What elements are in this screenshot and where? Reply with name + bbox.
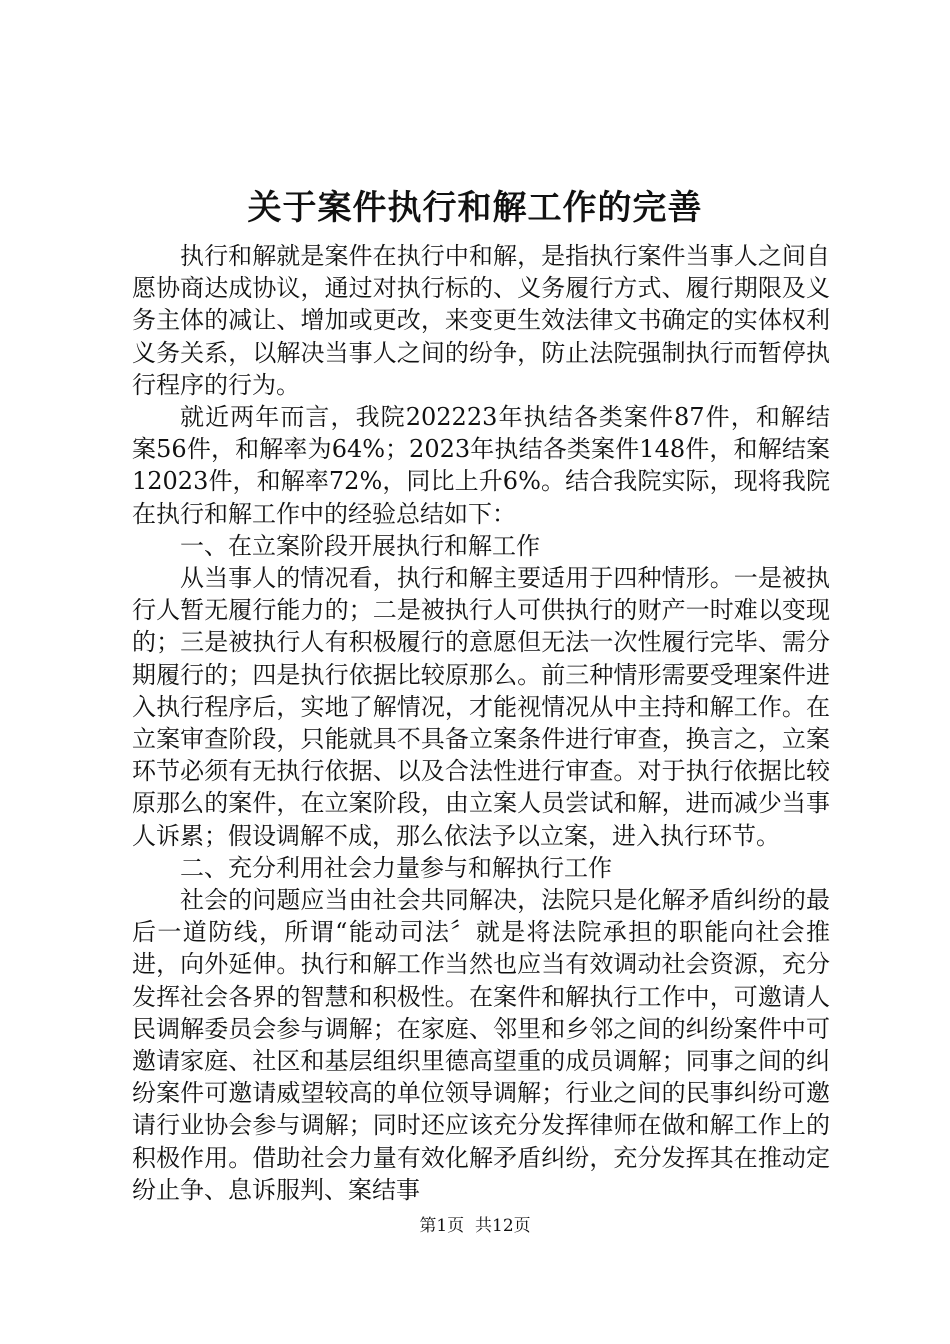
paragraph-social-forces: 社会的问题应当由社会共同解决，法院只是化解矛盾纠纷的最后一道防线，所谓“能动司法〞就是将法院承担的职能向社会推进，向外延伸。执行和解工作当然也应当有效调动社会资源，充分发挥社会各界的智慧和积极性。在案件和解执行工作中，可邀请人民调解委员会参与调解；在家庭、邻里和乡邻之间的纠纷案件中可邀请家庭、社区和基层组织里德高望重的成员调解；同事之间的纠纷案件可邀请威望较高的单位领导调解；行业之间的民事纠纷可邀请行业协会参与调解；同时还应该充分发挥律师在做和解工作上的积极作用。借助社会力量有效化解矛盾纠纷，充分发挥其在推动定纷止争、息诉服判、案结事: [132, 886, 830, 1204]
page-footer: [0, 1214, 950, 1238]
paragraph-definition: 执行和解就是案件在执行中和解，是指执行案件当事人之间自愿协商达成协议，通过对执行标的、义务履行方式、履行期限及义务主体的减让、增加或更改，来变更生效法律文书确定的实体权利义务关系，以解决当事人之间的纷争，防止法院强制执行而暂停执行程序的行为。: [132, 242, 830, 399]
document-body: [132, 240, 830, 1206]
page-total: 共12页: [475, 1216, 531, 1236]
paragraph-filing-stage: 从当事人的情况看，执行和解主要适用于四种情形。一是被执行人暂无履行能力的；二是被执行人可供执行的财产一时难以变现的；三是被执行人有积极履行的意愿但无法一次性履行完毕、需分期履行的；四是执行依据比较原那么。前三种情形需要受理案件进入执行程序后，实地了解情况，才能视情况从中主持和解工作。在立案审查阶段，只能就具不具备立案条件进行审查，换言之，立案环节必须有无执行依据、以及合法性进行审查。对于执行依据比较原那么的案件，在立案阶段，由立案人员尝试和解，进而减少当事人诉累；假设调解不成，那么依法予以立案，进入执行环节。: [132, 564, 830, 850]
paragraph-statistics: 就近两年而言，我院202223年执结各类案件87件，和解结案56件，和解率为64%；2023年执结各类案件148件，和解结案12023件，和解率72%，同比上升6%。结合我院实际，现将我院在执行和解工作中的经验总结如下：: [132, 403, 830, 528]
section-heading-1: 一、在立案阶段开展执行和解工作: [180, 531, 540, 560]
section-heading-2: 二、充分利用社会力量参与和解执行工作: [180, 853, 612, 882]
page-number: 第1页: [419, 1216, 465, 1236]
document-title: 关于案件执行和解工作的完善: [247, 188, 703, 228]
